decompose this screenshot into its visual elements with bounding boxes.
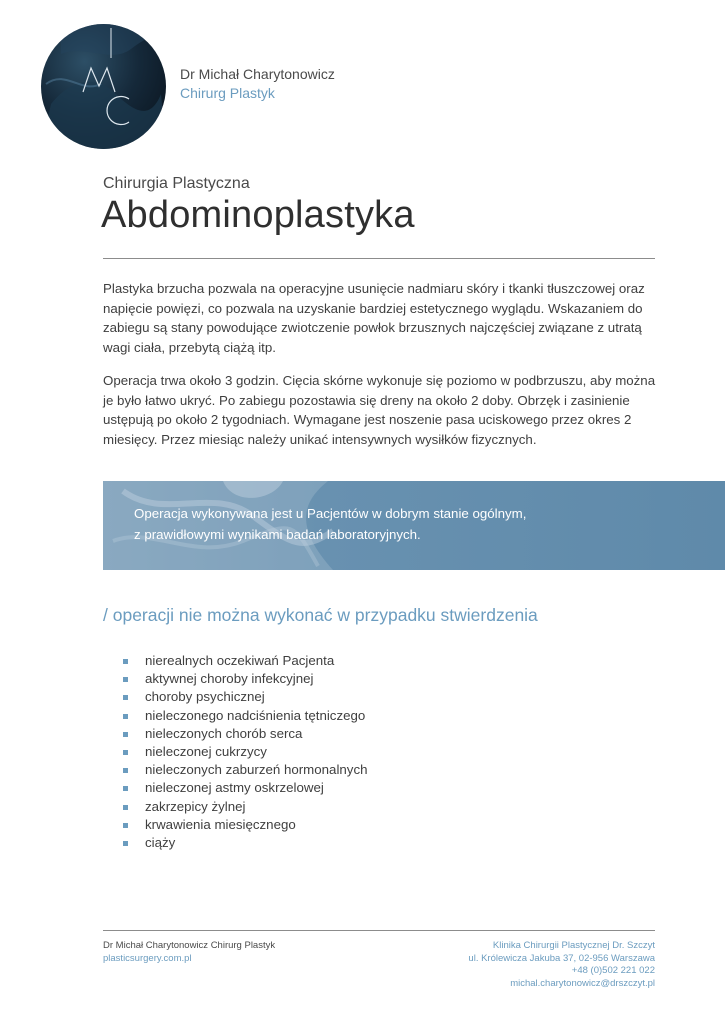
footer-clinic-email[interactable]: michal.charytonowicz@drszczyt.pl (510, 977, 655, 989)
banner-line-2: z prawidłowymi wynikami badań laboratoryjnych. (134, 527, 421, 542)
list-item-text: nieleczonego nadciśnienia tętniczego (145, 707, 366, 723)
list-item (123, 652, 367, 670)
doctor-name: Dr Michał Charytonowicz (180, 66, 335, 82)
category-label: Chirurgia Plastyczna (103, 175, 250, 192)
logo (41, 24, 166, 149)
list-item (123, 779, 367, 797)
footer-clinic-name: Klinika Chirurgii Plastycznej Dr. Szczyt (492, 940, 655, 951)
list-item (123, 670, 367, 688)
list-item-text: ciąży (145, 834, 176, 850)
list-item-text: nieleczonych chorób serca (145, 725, 303, 741)
eligibility-banner (103, 481, 725, 570)
page-title: Abdominoplastyka (101, 194, 415, 236)
list-item-text: zakrzepicy żylnej (145, 798, 246, 814)
footer-clinic-phone[interactable]: +48 (0)502 221 022 (571, 965, 655, 976)
list-item (123, 707, 367, 725)
bullet-square-icon (123, 841, 128, 846)
list-item (123, 688, 367, 706)
list-item (123, 761, 367, 779)
procedure-paragraph: Operacja trwa około 3 godzin. Cięcia skórne wykonuje się poziomo w podbrzuszu, aby można je było łatwo ukryć. Po zabiegu pozostawia się dreny na około 2 doby. Obrzęk i zasinienie ustępują po około 2 tygodniach. Wymagane jest noszenie pasa uciskowego przez okres 2 miesięcy. Przez miesiąc należy unikać intensywnych wysiłków fizycznych. (103, 373, 656, 447)
bullet-square-icon (123, 659, 128, 664)
footer-divider (103, 930, 655, 931)
list-item (123, 798, 367, 816)
bullet-square-icon (123, 768, 128, 773)
list-item-text: choroby psychicznej (145, 689, 265, 705)
bullet-square-icon (123, 805, 128, 810)
bullet-square-icon (123, 714, 128, 719)
intro-paragraph: Plastyka brzucha pozwala na operacyjne usunięcie nadmiaru skóry i tkanki tłuszczowej oraz napięcie powięzi, co pozwala na uzyskanie bardziej estetycznego wyglądu. Wskazaniem do zabiegu są stany powodujące zwiotczenie powłok brzusznych najczęściej związane z utratą wagi ciała, przebytą ciążą itp. (103, 281, 645, 355)
list-item (123, 743, 367, 761)
footer-website-link[interactable]: plasticsurgery.com.pl (103, 952, 192, 964)
list-item (123, 725, 367, 743)
title-divider (103, 258, 655, 259)
list-item (123, 816, 367, 834)
bullet-square-icon (123, 786, 128, 791)
banner-line-1: Operacja wykonywana jest u Pacjentów w dobrym stanie ogólnym, (134, 506, 527, 521)
list-item-text: nierealnych oczekiwań Pacjenta (145, 653, 335, 668)
bullet-square-icon (123, 750, 128, 755)
footer-doctor-name: Dr Michał Charytonowicz Chirurg Plastyk (103, 940, 276, 951)
bullet-square-icon (123, 823, 128, 828)
list-item (123, 834, 367, 852)
footer-clinic-address: ul. Królewicza Jakuba 37, 02-956 Warszawa (468, 952, 655, 964)
bullet-square-icon (123, 732, 128, 737)
banner-text (134, 503, 554, 545)
doctor-role: Chirurg Plastyk (180, 85, 275, 101)
logo-monogram-graphic (41, 24, 166, 149)
bullet-square-icon (123, 695, 128, 700)
footer-clinic-contact (468, 940, 655, 990)
list-item-text: krwawienia miesięcznego (145, 816, 296, 832)
bullet-square-icon (123, 677, 128, 682)
list-item-text: aktywnej choroby infekcyjnej (145, 671, 314, 687)
footer-left (103, 940, 275, 965)
contraindications-list (123, 652, 367, 852)
list-item-text: nieleczonej astmy oskrzelowej (145, 780, 324, 796)
list-item-text: nieleczonych zaburzeń hormonalnych (145, 762, 368, 778)
list-item-text: nieleczonej cukrzycy (145, 743, 267, 759)
contraindications-heading: / operacji nie można wykonać w przypadku stwierdzenia (103, 605, 538, 625)
